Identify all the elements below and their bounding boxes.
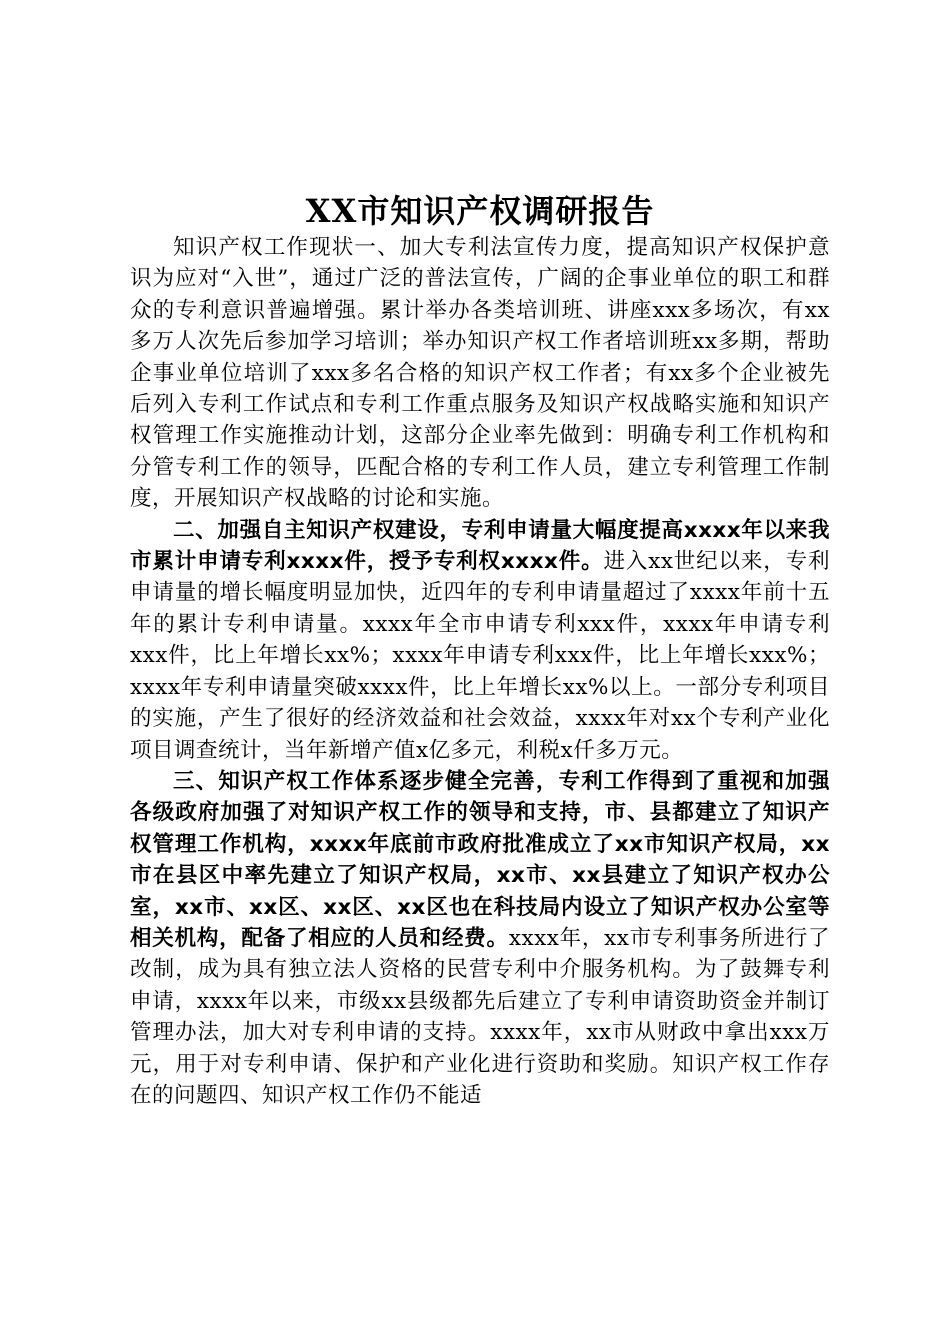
paragraph-3 (130, 766, 830, 1111)
paragraph-2 (130, 515, 830, 766)
paragraph-2-heading: 二、加强自主知识产权建设，专利申请量大幅度提高xxxx年以来我市累计申请专利xxxx件，授予专利权xxxx件。 (130, 517, 830, 575)
paragraph-2-text: 进入xx世纪以来，专利申请量的增长幅度明显加快，近四年的专利申请量超过了xxxx年前十五年的累计专利申请量。xxxx年全市申请专利xxx件，xxxx年申请专利xxx件，比上年增长xx%；xxxx年申请专利xxx件，比上年增长xxx%；xxxx年专利申请量突破xxxx件，比上年增长xx%以上。一部分专利项目的实施，产生了很好的经济效益和社会效益，xxxx年对xx个专利产业化项目调查统计，当年新增产值x亿多元，利税x仟多万元。 (130, 549, 830, 763)
paragraph-3-heading: 三、知识产权工作体系逐步健全完善，专利工作得到了重视和加强各级政府加强了对知识产权工作的领导和支持，市、县都建立了知识产权管理工作机构，xxxx年底前市政府批准成立了xx市知识产权局，xx市在县区中率先建立了知识产权局，xx市、xx县建立了知识产权办公室，xx市、xx区、xx区、xx区也在科技局内设立了知识产权办公室等相关机构，配备了相应的人员和经费。 (130, 768, 830, 951)
paragraph-3-text: xxxx年，xx市专利事务所进行了改制，成为具有独立法人资格的民营专利中介服务机构。为了鼓舞专利申请，xxxx年以来，市级xx县级都先后建立了专利申请资助资金并制订管理办法，加大对专利申请的支持。xxxx年，xx市从财政中拿出xxx万元，用于对专利申请、保护和产业化进行资助和奖励。知识产权工作存在的问题四、知识产权工作仍不能适 (130, 925, 830, 1108)
paragraph-1 (130, 232, 830, 515)
paragraph-1-text: 知识产权工作现状一、加大专利法宣传力度，提高知识产权保护意识为应对“入世”，通过广泛的普法宣传，广阔的企事业单位的职工和群众的专利意识普遍增强。累计举办各类培训班、讲座xxx多场次，有xx多万人次先后参加学习培训；举办知识产权工作者培训班xx多期，帮助企事业单位培训了xxx多名合格的知识产权工作者；有xx多个企业被先后列入专利工作试点和专利工作重点服务及知识产权战略实施和知识产权管理工作实施推动计划，这部分企业率先做到：明确专利工作机构和分管专利工作的领导，匹配合格的专利工作人员，建立专利管理工作制度，开展知识产权战略的讨论和实施。 (130, 235, 830, 512)
document-page (130, 190, 830, 1111)
document-title: XX市知识产权调研报告 (305, 192, 655, 230)
